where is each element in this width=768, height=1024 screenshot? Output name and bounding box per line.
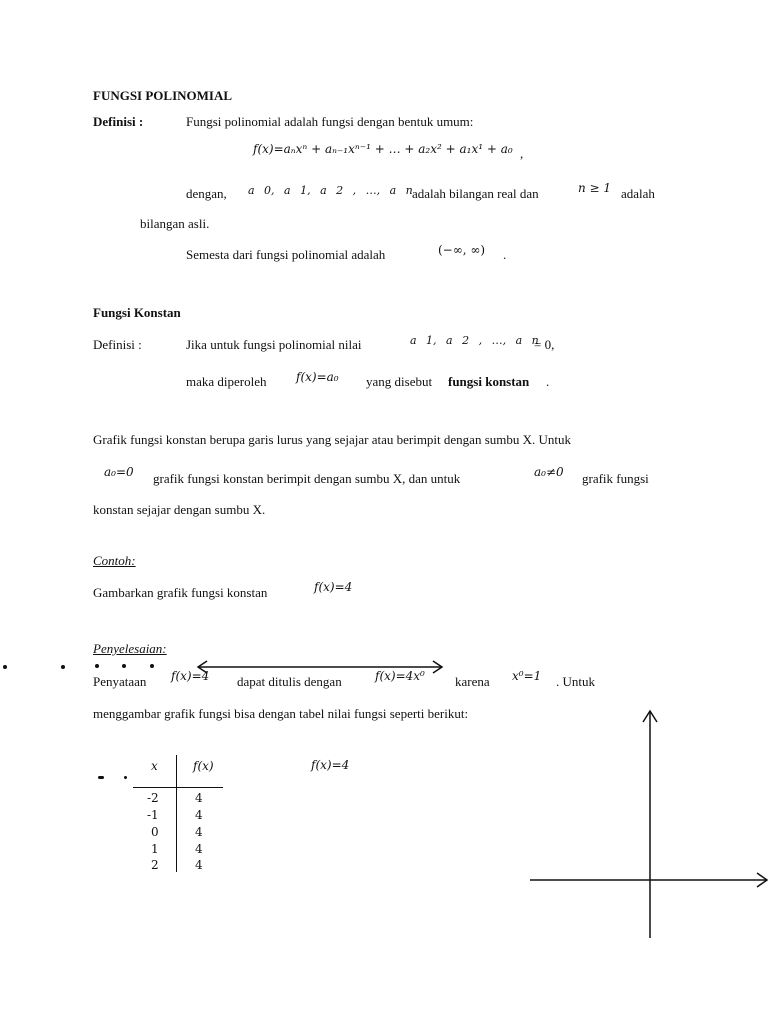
page-title: FUNGSI POLINOMIAL — [93, 88, 233, 103]
fungsi-konstan-bold: fungsi konstan — [448, 374, 530, 389]
penyataan-formula-2: f(x)=4x⁰ — [375, 669, 425, 683]
table-row-fx: 4 — [195, 808, 203, 822]
graph-function-label: f(x)=4 — [311, 758, 350, 772]
table-row-x: 0 — [151, 825, 159, 839]
stray-dot — [95, 664, 99, 668]
bilangan-asli-text: bilangan asli. — [140, 216, 210, 231]
table-row-x: -1 — [147, 808, 159, 822]
value-table — [133, 755, 223, 875]
grafik-line-3: konstan sejajar dengan sumbu X. — [93, 502, 266, 517]
stray-dot — [98, 776, 104, 779]
stray-dot — [124, 776, 127, 779]
grafik-fungsi-text: grafik fungsi — [582, 471, 649, 486]
section-heading-konstan: Fungsi Konstan — [93, 305, 181, 320]
contoh-formula: f(x)=4 — [314, 580, 353, 594]
table-row-x: 2 — [151, 858, 159, 872]
jika-text: Jika untuk fungsi polinomial nilai — [186, 337, 362, 352]
dengan-text: dengan, — [186, 186, 227, 201]
stray-dot — [122, 664, 126, 668]
table-column-divider — [176, 755, 177, 872]
maka-text: maka diperoleh — [186, 374, 267, 389]
domain-period: . — [503, 247, 507, 262]
domain-interval: (−∞, ∞) — [438, 243, 486, 257]
x0-formula: x⁰=1 — [512, 669, 542, 683]
coordinate-axes — [528, 706, 768, 940]
table-header-rule — [133, 787, 223, 788]
formula-comma: , — [520, 146, 524, 161]
stray-dot — [150, 664, 154, 668]
contoh-label: Contoh: — [93, 553, 136, 568]
untuk-text: . Untuk — [556, 674, 595, 689]
eq-zero: = 0, — [534, 337, 555, 352]
adalah-text: adalah — [621, 186, 655, 201]
disebut-period: . — [546, 374, 550, 389]
table-row-x: 1 — [151, 842, 159, 856]
a0-not-zero: a₀≠0 — [534, 465, 564, 479]
penyelesaian-label: Penyelesaian: — [93, 641, 167, 656]
karena-text: karena — [455, 674, 490, 689]
a0-equals-zero: a₀=0 — [104, 465, 134, 479]
n-condition: n ≥ 1 — [578, 181, 612, 195]
table-row-x: -2 — [147, 791, 159, 805]
table-header-fx: f(x) — [193, 759, 214, 773]
grafik-middle: grafik fungsi konstan berimpit dengan sumbu X, dan untuk — [153, 471, 461, 486]
table-row-fx: 4 — [195, 858, 203, 872]
contoh-text: Gambarkan grafik fungsi konstan — [93, 585, 268, 600]
disebut-text: yang disebut — [366, 374, 433, 389]
penyataan-formula-1: f(x)=4 — [171, 669, 210, 683]
fx-a0-formula: f(x)=a₀ — [296, 370, 339, 384]
table-header-x: x — [151, 759, 158, 773]
stray-dot — [61, 665, 65, 669]
stray-dot — [3, 665, 7, 669]
real-text: adalah bilangan real dan — [412, 186, 539, 201]
coefficient-list: a 0, a 1, a 2 , …, a n — [248, 184, 413, 197]
table-row-fx: 4 — [195, 825, 203, 839]
table-row-fx: 4 — [195, 791, 203, 805]
penyelesaian-line-2: menggambar grafik fungsi bisa dengan tabel nilai fungsi seperti berikut: — [93, 706, 469, 721]
polynomial-formula: f(x)=aₙxⁿ + aₙ₋₁xⁿ⁻¹ + … + a₂x² + a₁x¹ + a₀ — [253, 142, 513, 156]
definition-label-2: Definisi : — [93, 337, 142, 352]
definition-intro: Fungsi polinomial adalah fungsi dengan bentuk umum: — [186, 114, 474, 129]
konstan-coefficients: a 1, a 2 , …, a n — [410, 334, 539, 347]
penyataan-text: Penyataan — [93, 674, 147, 689]
dapat-text: dapat ditulis dengan — [237, 674, 342, 689]
table-row-fx: 4 — [195, 842, 203, 856]
grafik-line-1: Grafik fungsi konstan berupa garis lurus yang sejajar atau berimpit dengan sumbu X. Untuk — [93, 432, 571, 447]
semesta-text: Semesta dari fungsi polinomial adalah — [186, 247, 386, 262]
definition-label: Definisi : — [93, 114, 144, 129]
